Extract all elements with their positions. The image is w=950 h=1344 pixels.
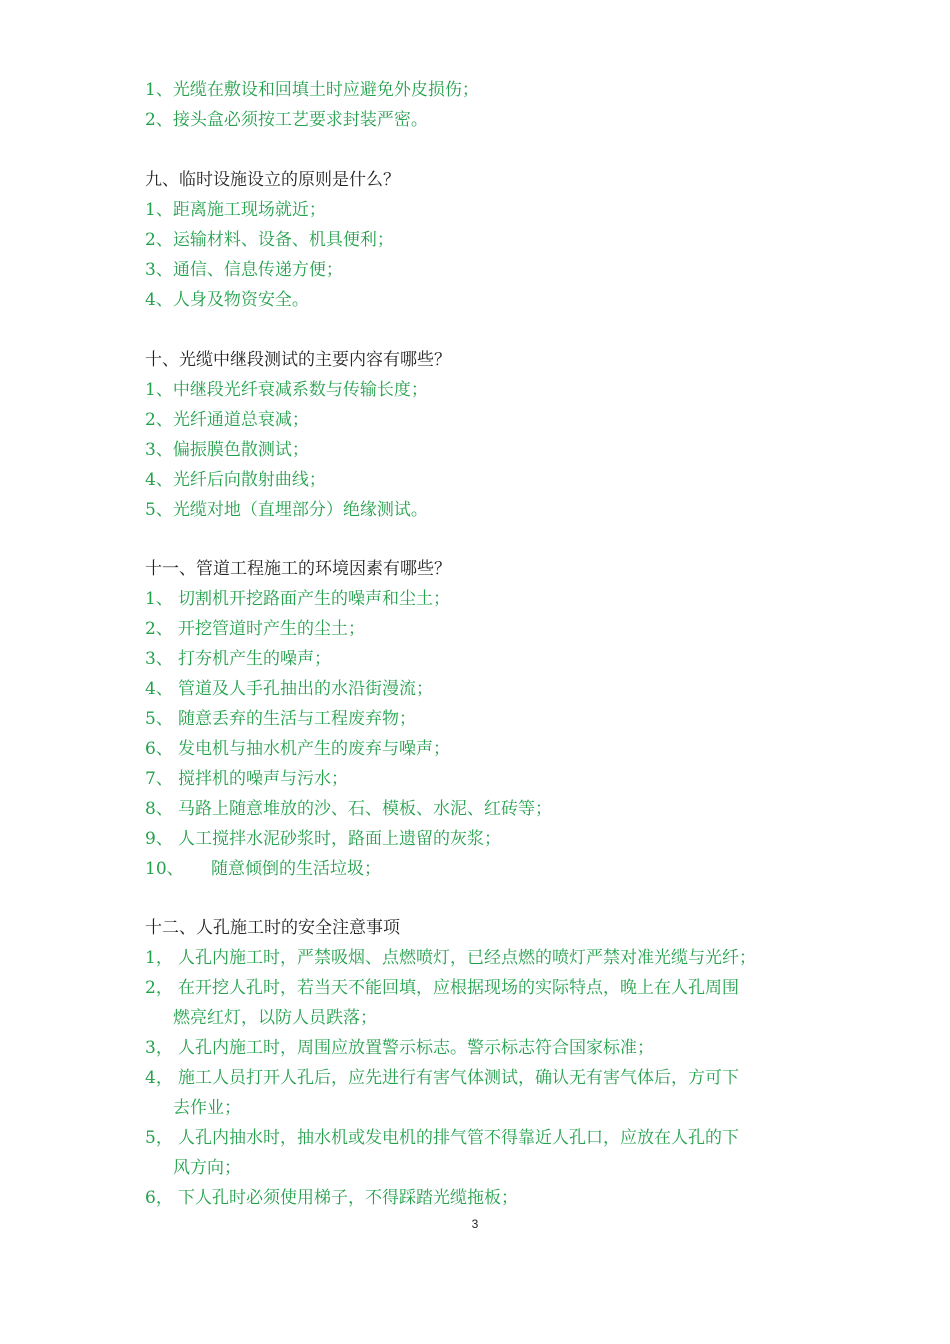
item-text: 人孔内施工时，周围应放置警示标志。警示标志符合国家标准； <box>178 1038 654 1058</box>
item-text: 人孔内抽水时，抽水机或发电机的排气管不得靠近人孔口，应放在人孔的下 <box>178 1128 739 1148</box>
list-item <box>145 435 309 465</box>
section-heading: 九、临时设施设立的原则是什么？ <box>145 170 400 190</box>
item-number: 9、 <box>145 829 173 849</box>
item-number: 5、 <box>145 709 173 729</box>
list-item <box>145 285 309 315</box>
list-item <box>145 854 381 884</box>
item-text: 接头盒必须按工艺要求封装严密。 <box>172 110 428 130</box>
list-item <box>145 105 428 135</box>
item-text: 随意倾倒的生活垃圾； <box>211 859 381 879</box>
list-item <box>145 495 428 525</box>
item-text: 施工人员打开人孔后，应先进行有害气体测试，确认无有害气体后，方可下 <box>178 1068 739 1088</box>
item-number: 3， <box>145 1038 173 1058</box>
list-item <box>145 614 365 644</box>
item-number: 8、 <box>145 799 173 819</box>
item-text: 打夯机产生的噪声； <box>178 649 331 669</box>
list-item <box>145 734 450 764</box>
list-item <box>145 1123 739 1153</box>
item-text: 光缆在敷设和回填土时应避免外皮损伤； <box>172 80 479 100</box>
item-number: 10、 <box>145 859 184 879</box>
section-heading: 十二、人孔施工时的安全注意事项 <box>145 918 400 938</box>
item-number: 4、 <box>145 679 173 699</box>
item-number: 5、 <box>145 500 173 520</box>
item-number: 2、 <box>145 110 173 130</box>
item-number: 6， <box>145 1188 173 1208</box>
list-item <box>145 195 326 225</box>
list-item <box>145 704 416 734</box>
item-text: 中继段光纤衰减系数与传输长度； <box>172 380 428 400</box>
page-number: 3 <box>471 1217 479 1231</box>
list-item <box>145 465 326 495</box>
list-item <box>145 943 756 973</box>
item-number: 3、 <box>145 649 173 669</box>
item-text: 人身及物资安全。 <box>172 290 309 310</box>
list-item-continuation: 燃亮红灯，以防人员跌落； <box>173 1008 377 1028</box>
item-text: 发电机与抽水机产生的废弃与噪声； <box>178 739 450 759</box>
item-number: 5， <box>145 1128 173 1148</box>
item-text: 随意丢弃的生活与工程废弃物； <box>178 709 416 729</box>
item-text: 偏振膜色散测试； <box>172 440 309 460</box>
item-number: 1， <box>145 948 173 968</box>
item-text: 切割机开挖路面产生的噪声和尘土； <box>178 589 450 609</box>
item-number: 4、 <box>145 470 173 490</box>
item-text: 下人孔时必须使用梯子，不得踩踏光缆拖板； <box>178 1188 518 1208</box>
list-item <box>145 764 348 794</box>
item-number: 2、 <box>145 410 173 430</box>
section-heading: 十、光缆中继段测试的主要内容有哪些？ <box>145 350 451 370</box>
item-number: 1、 <box>145 80 173 100</box>
list-item <box>145 1063 739 1093</box>
list-item <box>145 1183 518 1213</box>
item-text: 在开挖人孔时，若当天不能回填，应根据现场的实际特点，晚上在人孔周围 <box>178 978 739 998</box>
list-item <box>145 405 309 435</box>
item-text: 光纤通道总衰减； <box>172 410 309 430</box>
item-text: 搅拌机的噪声与污水； <box>178 769 348 789</box>
list-item-continuation: 风方向； <box>173 1158 241 1178</box>
item-number: 2、 <box>145 619 173 639</box>
item-number: 4、 <box>145 290 173 310</box>
list-item <box>145 75 479 105</box>
item-text: 通信、信息传递方便； <box>172 260 343 280</box>
list-item <box>145 225 394 255</box>
item-number: 3、 <box>145 260 173 280</box>
item-number: 1、 <box>145 380 173 400</box>
item-number: 7、 <box>145 769 173 789</box>
list-item <box>145 584 450 614</box>
item-text: 管道及人手孔抽出的水沿街漫流； <box>178 679 433 699</box>
item-text: 马路上随意堆放的沙、石、模板、水泥、红砖等； <box>178 799 552 819</box>
list-item <box>145 644 331 674</box>
item-number: 1、 <box>145 589 173 609</box>
list-item <box>145 794 552 824</box>
item-text: 光纤后向散射曲线； <box>172 470 326 490</box>
item-text: 运输材料、设备、机具便利； <box>172 230 394 250</box>
list-item <box>145 255 343 285</box>
item-number: 6、 <box>145 739 173 759</box>
list-item <box>145 824 501 854</box>
item-number: 4， <box>145 1068 173 1088</box>
list-item <box>145 375 428 405</box>
item-text: 开挖管道时产生的尘土； <box>178 619 365 639</box>
list-item <box>145 973 739 1003</box>
item-text: 光缆对地（直埋部分）绝缘测试。 <box>172 500 428 520</box>
item-number: 1、 <box>145 200 173 220</box>
item-number: 3、 <box>145 440 173 460</box>
item-text: 人孔内施工时，严禁吸烟、点燃喷灯，已经点燃的喷灯严禁对准光缆与光纤； <box>178 948 756 968</box>
item-text: 人工搅拌水泥砂浆时，路面上遗留的灰浆； <box>178 829 501 849</box>
list-item <box>145 1033 654 1063</box>
item-number: 2、 <box>145 230 173 250</box>
item-number: 2， <box>145 978 173 998</box>
item-text: 距离施工现场就近； <box>172 200 326 220</box>
section-heading: 十一、管道工程施工的环境因素有哪些？ <box>145 559 451 579</box>
list-item-continuation: 去作业； <box>173 1098 241 1118</box>
list-item <box>145 674 433 704</box>
